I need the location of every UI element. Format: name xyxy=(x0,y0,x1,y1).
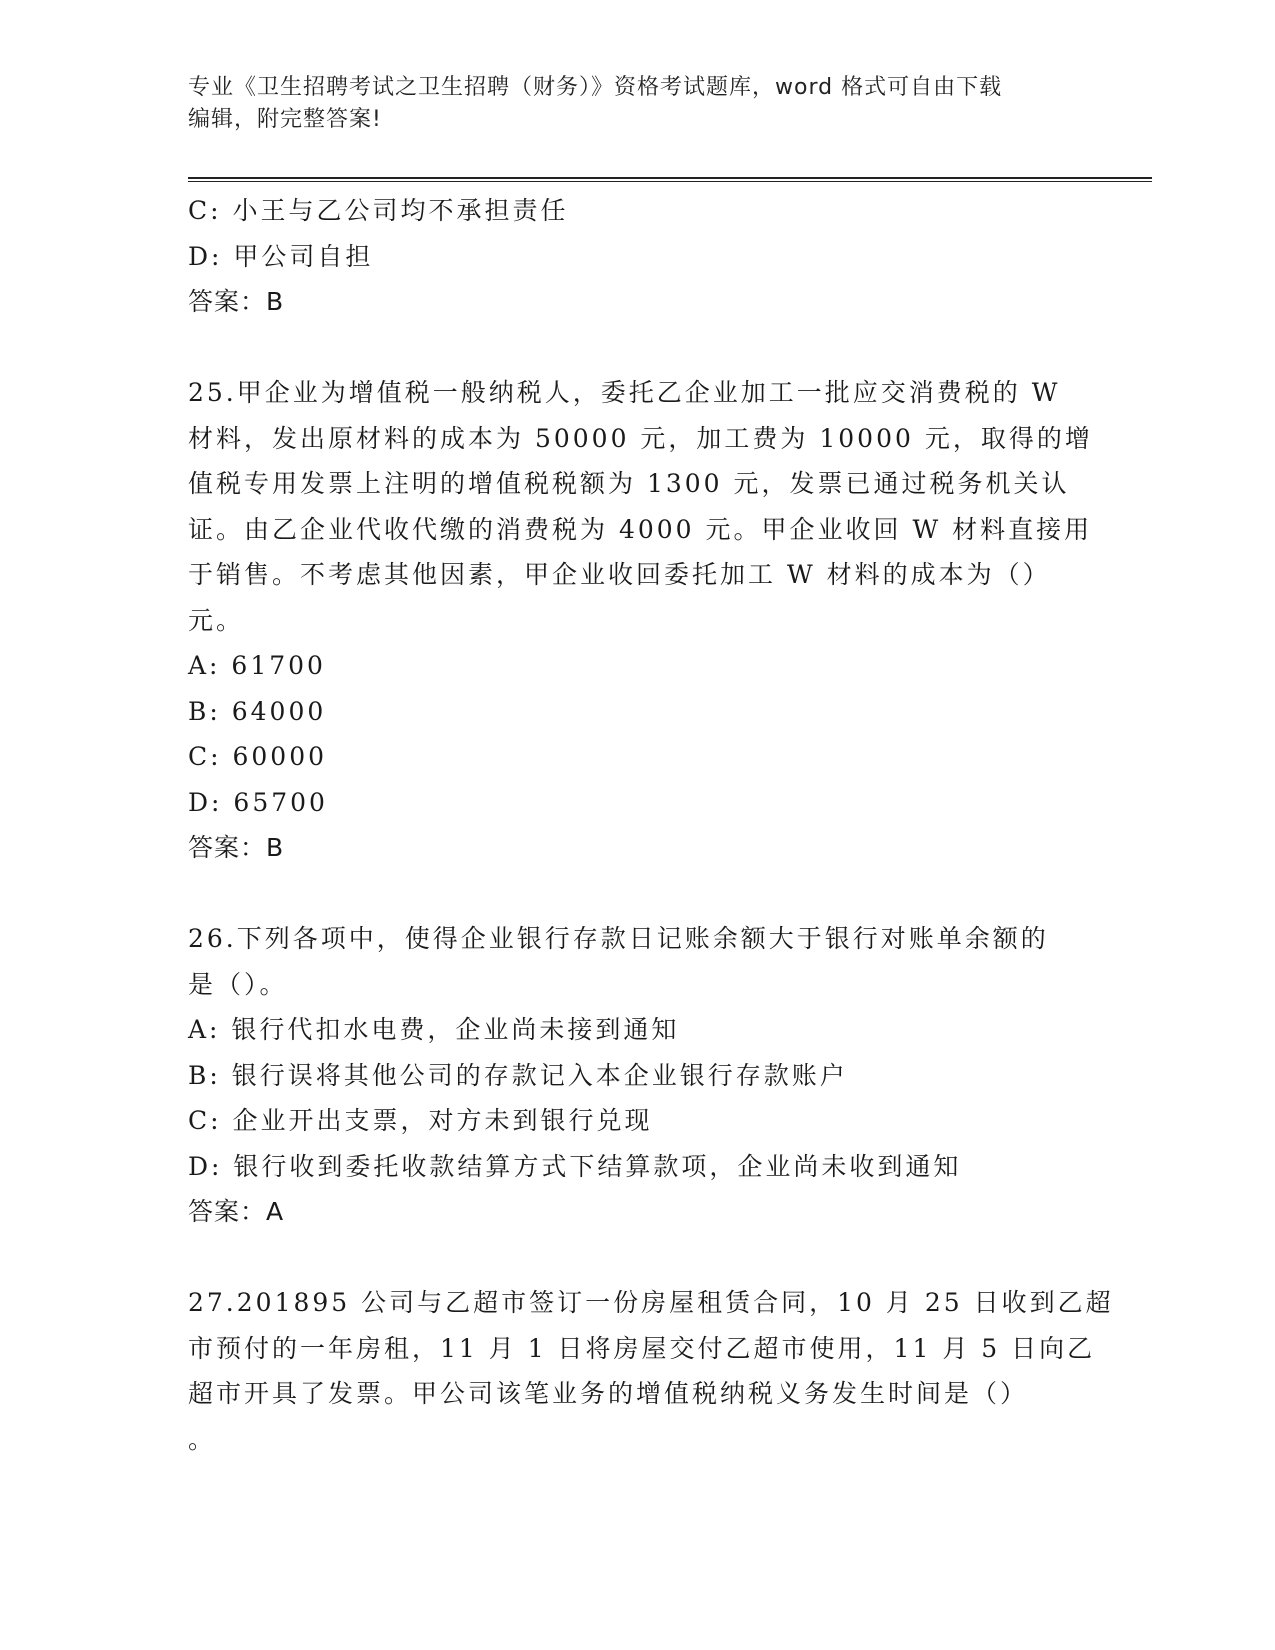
prev-option-d: D: 甲公司自担 xyxy=(188,241,374,271)
q25-answer: 答案：B xyxy=(188,833,285,862)
q26-text-line: 是（）。 xyxy=(188,969,288,999)
q26-option-d: D: 银行收到委托收款结算方式下结算款项，企业尚未收到通知 xyxy=(188,1151,962,1181)
question-26 xyxy=(188,916,1088,1235)
spacer xyxy=(188,1235,1088,1281)
header-line-2: 编辑，附完整答案! xyxy=(188,107,382,132)
q27-text-line: 超市开具了发票。甲公司该笔业务的增值税纳税义务发生时间是（） xyxy=(188,1379,1029,1408)
header-line-1: 专业《卫生招聘考试之卫生招聘（财务）》资格考试题库，word 格式可自由下载 xyxy=(188,75,1003,100)
page-header xyxy=(188,72,1088,136)
q26-option-a: A: 银行代扣水电费，企业尚未接到通知 xyxy=(188,1015,680,1044)
q25-option-c: C: 60000 xyxy=(188,742,328,771)
q26-answer: 答案：A xyxy=(188,1197,285,1226)
q26-text-line: 26.下列各项中，使得企业银行存款日记账余额大于银行对账单余额的 xyxy=(188,924,1049,953)
spacer xyxy=(188,325,1088,371)
q27-text-line: 27.201895 公司与乙超市签订一份房屋租赁合同，10 月 25 日收到乙超 xyxy=(188,1288,1114,1317)
prev-answer: 答案：B xyxy=(188,287,285,316)
header-divider xyxy=(188,177,1152,182)
prev-option-c: C: 小王与乙公司均不承担责任 xyxy=(188,196,569,225)
q25-text-line: 于销售。不考虑其他因素，甲企业收回委托加工 W 材料的成本为（） xyxy=(188,560,1051,589)
q26-option-c: C: 企业开出支票，对方未到银行兑现 xyxy=(188,1106,653,1135)
spacer xyxy=(188,871,1088,917)
q25-option-a: A: 61700 xyxy=(188,651,326,680)
q25-text-line: 材料，发出原材料的成本为 50000 元，加工费为 10000 元，取得的增 xyxy=(188,423,1093,453)
question-content xyxy=(188,188,1114,1462)
q25-text-line: 元。 xyxy=(188,605,245,635)
q25-text-line: 25.甲企业为增值税一般纳税人，委托乙企业加工一批应交消费税的 W xyxy=(188,378,1061,407)
q27-text-line: 。 xyxy=(188,1424,217,1454)
q25-text-line: 值税专用发票上注明的增值税税额为 1300 元，发票已通过税务机关认 xyxy=(188,469,1070,498)
question-25 xyxy=(188,370,1093,871)
q25-option-b: B: 64000 xyxy=(188,696,327,726)
q25-text-line: 证。由乙企业代收代缴的消费税为 4000 元。甲企业收回 W 材料直接用 xyxy=(188,514,1093,544)
q27-text-line: 市预付的一年房租，11 月 1 日将房屋交付乙超市使用，11 月 5 日向乙 xyxy=(188,1333,1096,1363)
question-27 xyxy=(188,1280,1114,1462)
q25-option-d: D: 65700 xyxy=(188,787,328,817)
q26-option-b: B: 银行误将其他公司的存款记入本企业银行存款账户 xyxy=(188,1060,848,1090)
